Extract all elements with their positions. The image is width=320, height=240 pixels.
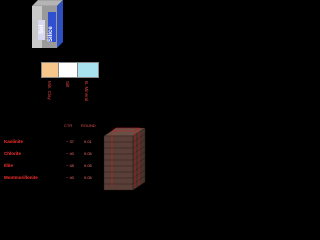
strip-label-clay: Min. Clay: [47, 81, 52, 100]
bottom-block-front-face: [104, 136, 133, 190]
bottom-block: [0, 0, 149, 198]
kaolinite-ctr: ~ 37: [66, 139, 74, 144]
table-header-round: ROUND: [81, 123, 96, 128]
kaolinite-round: 0.01: [84, 139, 92, 144]
montmorillonite-ctr: ~ 40: [66, 175, 74, 180]
mineral-chlorite: Chlorite: [4, 151, 22, 156]
mineral-illite: Illite: [4, 163, 14, 168]
chlorite-round: 0.05: [84, 151, 92, 156]
table-header-ctr: CTR: [64, 123, 73, 128]
montmorillonite-round: 0.05: [84, 175, 92, 180]
face-label-1: Sol: [39, 24, 45, 34]
illite-ctr: ~ 45: [66, 163, 74, 168]
face-label-2: Silice: [48, 26, 54, 42]
strip-label-mineral: B. Mineral: [84, 81, 89, 102]
illite-round: 0.05: [84, 163, 92, 168]
mineral-kaolinite: Kaolinite: [4, 139, 24, 144]
strip-label-silt: Silt: [65, 81, 70, 88]
mineral-montmorillonite: Montmorillonite: [4, 175, 38, 180]
chlorite-ctr: ~ 40: [66, 151, 74, 156]
